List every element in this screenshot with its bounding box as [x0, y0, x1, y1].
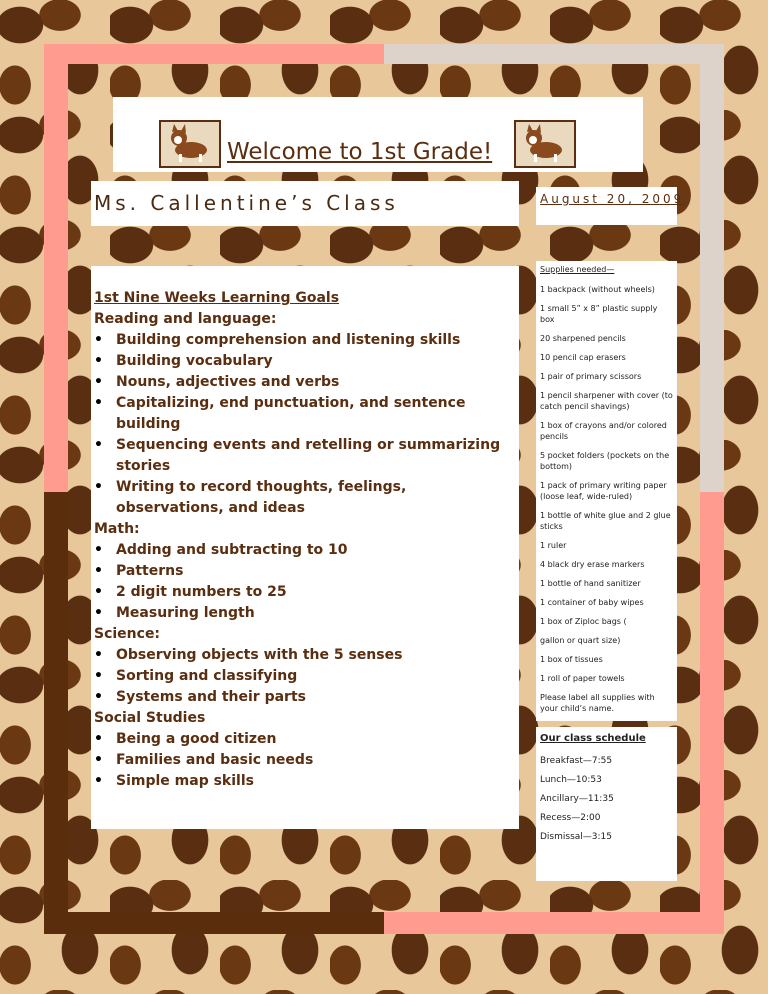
supply-item: 1 bottle of hand sanitizer: [540, 579, 641, 588]
supply-item: 1 box of crayons and/or colored pencils: [540, 421, 667, 441]
frame-left-top-bar: [44, 44, 68, 492]
supply-note: Please label all supplies with your child’s name.: [540, 693, 655, 713]
learning-goals: [94, 288, 517, 792]
title-panel: [113, 97, 643, 172]
frame-top-right-bar: [384, 44, 724, 64]
supply-item: 5 pocket folders (pockets on the bottom): [540, 451, 670, 471]
schedule-panel: [536, 727, 677, 881]
supply-item: 20 sharpened pencils: [540, 334, 626, 343]
class-schedule: [540, 733, 674, 851]
goal-item: • Building vocabulary: [94, 351, 517, 372]
section-title: Math:: [94, 521, 140, 537]
goal-item: • Sorting and classifying: [94, 666, 517, 687]
learning-goals-panel: [91, 266, 519, 829]
goal-item: • 2 digit numbers to 25: [94, 582, 517, 603]
schedule-item: Lunch—10:53: [540, 775, 602, 785]
schedule-item: Breakfast—7:55: [540, 756, 613, 766]
schedule-item: Recess—2:00: [540, 813, 601, 823]
dog-illustration: [159, 120, 221, 168]
goal-list: [94, 729, 517, 792]
goal-item: • Sequencing events and retelling or summarizing stories: [94, 435, 517, 477]
frame-right-bottom-bar: [700, 492, 724, 934]
goal-list: [94, 330, 517, 519]
goal-item: • Systems and their parts: [94, 687, 517, 708]
supply-item: 1 pencil sharpener with cover (to catch pencil shavings): [540, 391, 673, 411]
schedule-title: Our class schedule: [540, 733, 646, 744]
teacher-name: Ms. Callentine’s Class: [94, 191, 399, 215]
schedule-item: Dismissal—3:15: [540, 832, 612, 842]
goal-item: • Capitalizing, end punctuation, and sentence building: [94, 393, 517, 435]
goals-heading: 1st Nine Weeks Learning Goals: [94, 290, 340, 306]
supply-item: 1 bottle of white glue and 2 glue sticks: [540, 511, 671, 531]
supplies-panel: [536, 261, 677, 721]
supply-item: 1 small 5” x 8” plastic supply box: [540, 304, 658, 324]
supply-item: 1 backpack (without wheels): [540, 285, 655, 294]
date-panel: [536, 187, 685, 225]
dog-illustration: [514, 120, 576, 168]
supply-item: gallon or quart size): [540, 636, 621, 645]
frame-right-top-bar: [700, 44, 724, 492]
supply-item: 1 box of tissues: [540, 655, 603, 664]
supply-item: 4 black dry erase markers: [540, 560, 645, 569]
goal-item: • Simple map skills: [94, 771, 517, 792]
page-title: Welcome to 1st Grade!: [227, 139, 493, 165]
frame-left-bottom-bar: [44, 492, 68, 934]
supply-item: 1 pair of primary scissors: [540, 372, 642, 381]
supply-item: 10 pencil cap erasers: [540, 353, 626, 362]
goal-item: • Observing objects with the 5 senses: [94, 645, 517, 666]
goal-item: • Writing to record thoughts, feelings, observations, and ideas: [94, 477, 517, 519]
goal-item: • Building comprehension and listening skills: [94, 330, 517, 351]
supply-item: 1 box of Ziploc bags (: [540, 617, 627, 626]
dog-icon: [161, 122, 219, 166]
goal-item: • Families and basic needs: [94, 750, 517, 771]
section-title: Science:: [94, 626, 161, 642]
goal-list: [94, 540, 517, 624]
goal-item: • Being a good citizen: [94, 729, 517, 750]
goal-item: • Measuring length: [94, 603, 517, 624]
supply-item: 1 pack of primary writing paper (loose leaf, wide-ruled): [540, 481, 667, 501]
schedule-item: Ancillary—11:35: [540, 794, 614, 804]
supply-item: 1 container of baby wipes: [540, 598, 644, 607]
goal-item: • Patterns: [94, 561, 517, 582]
frame-bottom-right-bar: [384, 912, 724, 934]
supplies-list: [540, 264, 674, 722]
teacher-panel: [91, 181, 519, 226]
supply-item: 1 roll of paper towels: [540, 674, 625, 683]
section-title: Reading and language:: [94, 311, 277, 327]
supplies-title: Supplies needed—: [540, 265, 615, 274]
dog-icon: [516, 122, 574, 166]
section-title: Social Studies: [94, 710, 206, 726]
goal-item: • Nouns, adjectives and verbs: [94, 372, 517, 393]
date-text: August 20, 2009: [540, 192, 685, 206]
supply-item: 1 ruler: [540, 541, 567, 550]
frame-bottom-left-bar: [44, 912, 384, 934]
frame-top-left-bar: [44, 44, 384, 64]
goal-list: [94, 645, 517, 708]
goal-item: • Adding and subtracting to 10: [94, 540, 517, 561]
